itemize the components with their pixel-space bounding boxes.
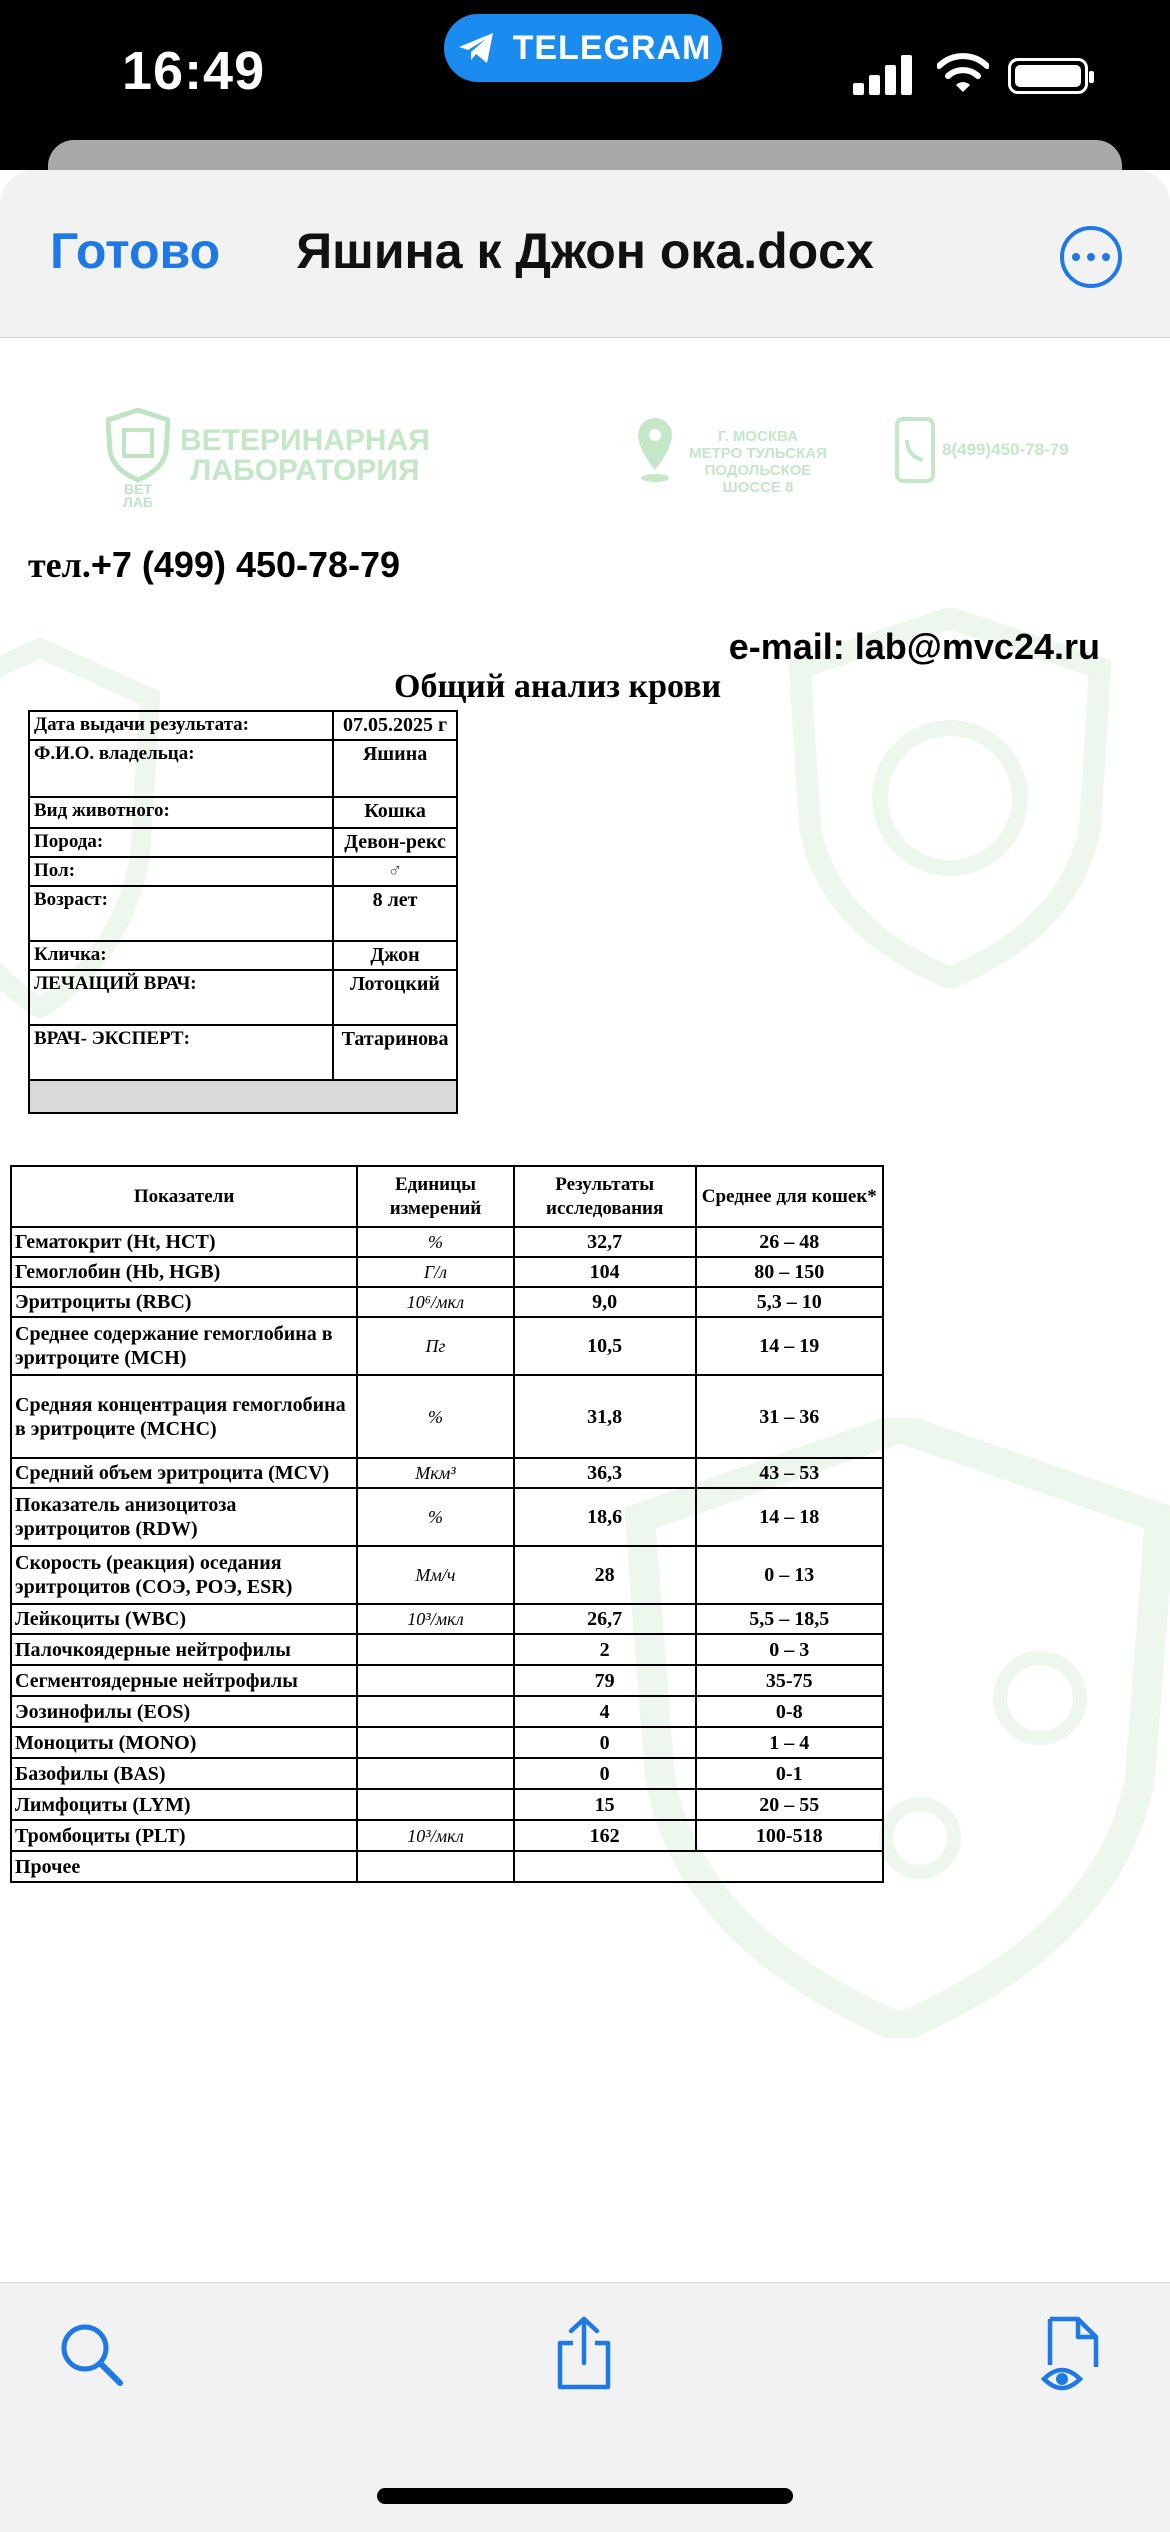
document-title: Яшина к Джон ока.docx: [296, 223, 874, 279]
param-result: 31,8: [514, 1375, 696, 1458]
info-row: [29, 1025, 457, 1080]
results-row: [11, 1604, 883, 1634]
info-label: Пол:: [29, 857, 333, 886]
param-result: 15: [514, 1789, 696, 1820]
patient-info-table: [28, 710, 458, 1114]
param-unit: [357, 1727, 514, 1758]
document-heading: Общий анализ крови: [394, 668, 722, 705]
svg-text:ВЕТ: ВЕТ: [124, 481, 152, 497]
header-norm: Среднее для кошек*: [696, 1166, 883, 1227]
address-line: МЕТРО ТУЛЬСКАЯ: [689, 445, 827, 462]
info-label: Возраст:: [29, 886, 333, 941]
info-value: Кошка: [333, 797, 457, 828]
param-unit: 10³/мкл: [357, 1604, 514, 1634]
lab-address: [678, 428, 838, 496]
other-unit-cell: [357, 1851, 514, 1882]
document-page[interactable]: [0, 338, 1170, 2282]
status-time: 16:49: [122, 41, 266, 101]
param-result: 9,0: [514, 1287, 696, 1317]
results-row: [11, 1227, 883, 1257]
telegram-label: TELEGRAM: [512, 28, 712, 67]
param-name: Эритроциты (RBC): [11, 1287, 357, 1317]
param-result: 26,7: [514, 1604, 696, 1634]
param-name: Базофилы (BAS): [11, 1758, 357, 1789]
results-row: [11, 1257, 883, 1287]
param-unit: Пг: [357, 1317, 514, 1375]
param-unit: [357, 1758, 514, 1789]
results-row: [11, 1488, 883, 1546]
results-row: [11, 1820, 883, 1851]
info-empty-cell: [29, 1080, 457, 1113]
param-norm: 1 – 4: [696, 1727, 883, 1758]
email-line: e-mail: lab@mvc24.ru: [728, 626, 1100, 667]
lab-phone: 8(499)450-78-79: [942, 440, 1069, 459]
location-pin-icon: [636, 416, 674, 486]
param-name: Средняя концентрация гемоглобина в эритроците (MCHC): [11, 1375, 357, 1458]
info-row: [29, 886, 457, 941]
info-value: Татаринова: [333, 1025, 457, 1080]
param-norm: 14 – 19: [696, 1317, 883, 1375]
param-unit: [357, 1665, 514, 1696]
home-indicator: [377, 2488, 793, 2504]
param-norm: 0 – 13: [696, 1546, 883, 1604]
param-result: 162: [514, 1820, 696, 1851]
wifi-icon: [937, 52, 989, 94]
param-name: Тромбоциты (PLT): [11, 1820, 357, 1851]
info-value: Джон: [333, 941, 457, 970]
header-parameter: Показатели: [11, 1166, 357, 1227]
param-unit: Г/л: [357, 1257, 514, 1287]
info-value: Яшина: [333, 740, 457, 797]
info-row: [29, 857, 457, 886]
address-line: ШОССЕ 8: [722, 479, 794, 496]
share-icon[interactable]: [554, 2315, 614, 2391]
param-norm: 5,3 – 10: [696, 1287, 883, 1317]
blood-test-results-table: [10, 1165, 884, 1883]
header-unit: Единицы измерений: [357, 1166, 514, 1227]
phone-icon: [894, 416, 936, 484]
lab-name-line2: ЛАБОРАТОРИЯ: [190, 454, 420, 487]
param-unit: [357, 1634, 514, 1665]
telephone-line: [28, 544, 400, 586]
sex-male-icon: ♂: [333, 857, 457, 886]
results-row: [11, 1727, 883, 1758]
param-name: Эозинофилы (EOS): [11, 1696, 357, 1727]
more-options-icon[interactable]: [1060, 226, 1122, 288]
param-norm: 35-75: [696, 1665, 883, 1696]
vet-lab-logo-icon: [106, 408, 170, 508]
results-row: [11, 1287, 883, 1317]
param-name: Средний объем эритроцита (MCV): [11, 1458, 357, 1488]
param-name: Моноциты (MONO): [11, 1727, 357, 1758]
header-result: Результаты исследования: [514, 1166, 696, 1227]
info-empty-row: [29, 1080, 457, 1113]
results-row: [11, 1665, 883, 1696]
param-name: Гематокрит (Ht, HCT): [11, 1227, 357, 1257]
results-row: [11, 1634, 883, 1665]
svg-text:ЛАБ: ЛАБ: [123, 494, 153, 508]
other-label: Прочее: [11, 1851, 357, 1882]
results-row: [11, 1546, 883, 1604]
param-unit: 10³/мкл: [357, 1820, 514, 1851]
param-result: 32,7: [514, 1227, 696, 1257]
param-norm: 5,5 – 18,5: [696, 1604, 883, 1634]
param-unit: Мм/ч: [357, 1546, 514, 1604]
param-unit: [357, 1696, 514, 1727]
param-result: 28: [514, 1546, 696, 1604]
lab-name: [180, 426, 430, 486]
param-norm: 100-518: [696, 1820, 883, 1851]
other-value-cell: [514, 1851, 883, 1882]
results-other-row: [11, 1851, 883, 1882]
info-value: 8 лет: [333, 886, 457, 941]
info-label: Порода:: [29, 828, 333, 857]
param-norm: 0-1: [696, 1758, 883, 1789]
param-norm: 14 – 18: [696, 1488, 883, 1546]
info-row: [29, 970, 457, 1025]
telegram-icon: [455, 26, 499, 70]
param-norm: 43 – 53: [696, 1458, 883, 1488]
param-name: Палочкоядерные нейтрофилы: [11, 1634, 357, 1665]
lab-name-line1: ВЕТЕРИНАРНАЯ: [180, 424, 430, 457]
param-result: 79: [514, 1665, 696, 1696]
info-label: Вид животного:: [29, 797, 333, 828]
param-name: Гемоглобин (Hb, HGB): [11, 1257, 357, 1287]
param-name: Лейкоциты (WBC): [11, 1604, 357, 1634]
param-unit: Мкм³: [357, 1458, 514, 1488]
search-icon[interactable]: [58, 2321, 124, 2387]
param-norm: 0-8: [696, 1696, 883, 1727]
address-line: ПОДОЛЬСКОЕ: [704, 462, 812, 479]
results-row: [11, 1375, 883, 1458]
param-name: Показатель анизоцитоза эритроцитов (RDW): [11, 1488, 357, 1546]
param-result: 0: [514, 1758, 696, 1789]
info-row: [29, 941, 457, 970]
info-label: Дата выдачи результата:: [29, 711, 333, 740]
param-unit: %: [357, 1488, 514, 1546]
param-result: 36,3: [514, 1458, 696, 1488]
done-button[interactable]: Готово: [50, 223, 221, 279]
info-value: Лотоцкий: [333, 970, 457, 1025]
info-label: ВРАЧ- ЭКСПЕРТ:: [29, 1025, 333, 1080]
tel-number: +7 (499) 450-78-79: [90, 544, 401, 585]
param-norm: 80 – 150: [696, 1257, 883, 1287]
param-norm: 20 – 55: [696, 1789, 883, 1820]
info-row: [29, 828, 457, 857]
param-result: 104: [514, 1257, 696, 1287]
param-name: Среднее содержание гемоглобина в эритроците (MCH): [11, 1317, 357, 1375]
document-view-icon[interactable]: [1040, 2315, 1106, 2395]
info-label: ЛЕЧАЩИЙ ВРАЧ:: [29, 970, 333, 1025]
signal-icon: [853, 55, 915, 95]
results-row: [11, 1317, 883, 1375]
results-header-row: [11, 1166, 883, 1227]
param-result: 18,6: [514, 1488, 696, 1546]
info-row: [29, 797, 457, 828]
param-result: 10,5: [514, 1317, 696, 1375]
param-norm: 0 – 3: [696, 1634, 883, 1665]
param-name: Лимфоциты (LYM): [11, 1789, 357, 1820]
results-row: [11, 1789, 883, 1820]
param-result: 4: [514, 1696, 696, 1727]
param-norm: 26 – 48: [696, 1227, 883, 1257]
telegram-return-pill[interactable]: [444, 14, 722, 82]
info-value: Девон-рекс: [333, 828, 457, 857]
results-row: [11, 1758, 883, 1789]
info-label: Ф.И.О. владельца:: [29, 740, 333, 797]
param-name: Скорость (реакция) оседания эритроцитов (СОЭ, РОЭ, ESR): [11, 1546, 357, 1604]
info-row: [29, 711, 457, 740]
param-unit: %: [357, 1227, 514, 1257]
param-unit: %: [357, 1375, 514, 1458]
letterhead: [100, 398, 1100, 538]
address-line: Г. МОСКВА: [717, 428, 799, 445]
param-norm: 31 – 36: [696, 1375, 883, 1458]
results-row: [11, 1696, 883, 1727]
param-unit: 10⁶/мкл: [357, 1287, 514, 1317]
param-unit: [357, 1789, 514, 1820]
document-nav-bar: [0, 170, 1170, 338]
tel-prefix: тел.: [28, 545, 91, 585]
param-name: Сегментоядерные нейтрофилы: [11, 1665, 357, 1696]
info-label: Кличка:: [29, 941, 333, 970]
param-result: 2: [514, 1634, 696, 1665]
param-result: 0: [514, 1727, 696, 1758]
info-value: 07.05.2025 г: [333, 711, 457, 740]
battery-icon: [1008, 58, 1088, 94]
results-row: [11, 1458, 883, 1488]
info-row: [29, 740, 457, 797]
